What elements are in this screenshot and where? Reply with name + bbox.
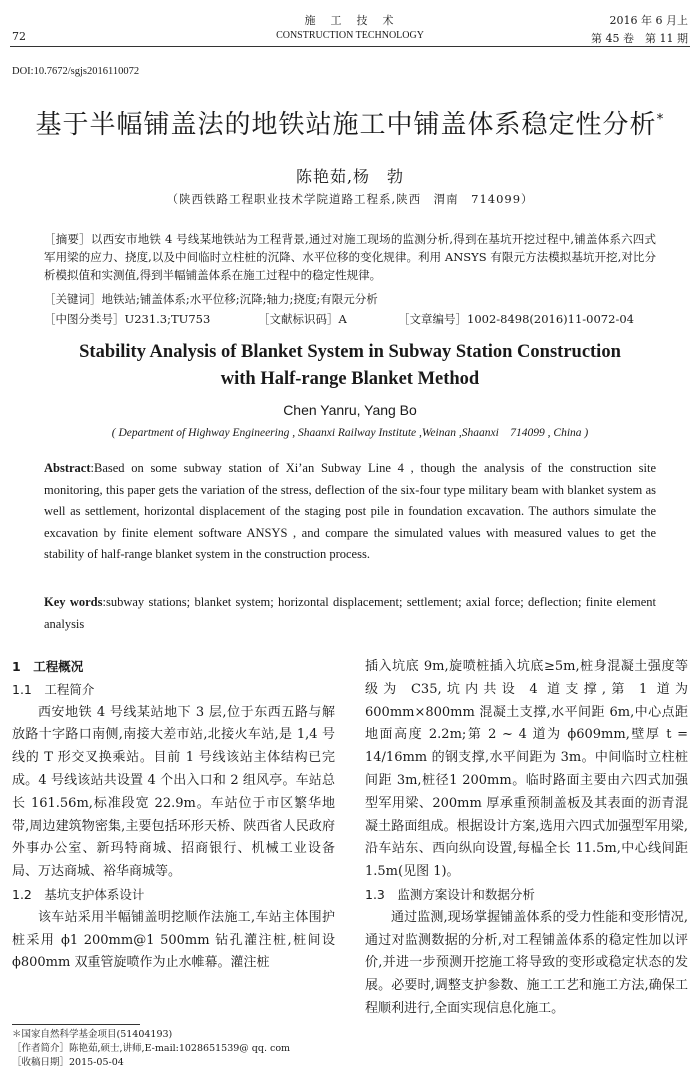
section-1-3-text: 通过监测,现场掌握铺盖体系的受力性能和变形情况,通过对监测数据的分析,对工程铺盖体系的稳定性加以评价,并进一步预测开挖施工将导致的变形或稳定状态的发展。必要时,调整支护参数、施工工艺和施工方法,确保工程顺利进行,全面实现信息化施工。 [365, 909, 688, 1016]
keywords-en: Key words:subway stations; blanket system; horizontal displacement; settlement; axial force; deflection; finite element analysis [44, 595, 656, 631]
fund-note: ＊国家自然科学基金项目(51404193) [12, 1029, 173, 1040]
affiliation-en: ( Department of Highway Engineering , Shaanxi Railway Institute ,Weinan ,Shaanxi 714099 , China ) [111, 427, 589, 439]
journal-name-en: CONSTRUCTION TECHNOLOGY [276, 30, 424, 41]
title-cn: 基于半幅铺盖法的地铁站施工中铺盖体系稳定性分析* [35, 110, 665, 140]
section-1-2-text: 该车站采用半幅铺盖明挖顺作法施工,车站主体围护桩采用 ϕ1 200mm@1 500mm 钻孔灌注桩,桩间设 ϕ800mm 双重管旋喷作为止水帷幕。灌注桩 [12, 909, 335, 971]
abstract-cn: ［摘要］以西安市地铁 4 号线某地铁站为工程背景,通过对施工现场的监测分析,得到在基坑开挖过程中,铺盖体系六四式军用梁的应力、挠度,以及中间临时立柱桩的沉降、水平位移的变化规律。利用 ANSYS 有限元方法模拟基坑开挖,对比分析模拟值和实测值,得到半幅铺盖体系在施工过程中的稳定性规律。 [44, 232, 657, 282]
issue-date: 2016 年 6 月上 [609, 14, 688, 27]
section-1-2-title: 1.2 基坑支护体系设计 [12, 886, 145, 902]
section-1-title: 1 工程概况 [12, 659, 84, 674]
doi: DOI:10.7672/sgjs2016110072 [12, 66, 140, 77]
affiliation-cn: （陕西铁路工程职业技术学院道路工程系,陕西 渭南 714099） [166, 192, 534, 206]
abstract-cn-label: ［摘要］ [44, 232, 91, 246]
abstract-en: Abstract:Based on some subway station of Xi’an Subway Line 4 , though the analysis of the construction site monitoring, this paper gets the variation of the stress, deflection of the six-four type military beam with blanket system as well as settlement, horizontal displacement of the staging post pile in foundation excavation. The authors simulate the excavation by finite element software ANSYS , and compare the simulated values with measured values to get the stability of half-range blanket system in the construction process. [44, 461, 656, 561]
clc-number: ［中图分类号］U231.3;TU753 [44, 312, 211, 326]
right-column [365, 656, 688, 1021]
right-column-text: 插入坑底 9m,旋喷桩插入坑底≥5m,桩身混凝土强度等级为 C35,坑内共设 4 道支撑,第 1 道为 600mm×800mm 混凝土支撑,水平间距 6m,中心点距地面高度 2.2m;第 2 ~ 4 道为 ϕ609mm,壁厚 t = 14/16mm 的钢支撑,水平间距为 3m。中间临时立柱桩间距 3m,桩径1 200mm。临时路面主要由六四式加强型军用梁、200mm 厚承重预制盖板及其表面的沥青混凝土路面组成。根据设计方案,选用六四式加强型军用梁,沿车站东、西向纵向设置,每榀全长 11.5m,中心线间距 1.5m(见图 1)。 [365, 659, 688, 880]
article-number: ［文章编号］1002-8498(2016)11-0072-04 [398, 312, 634, 326]
title-en: Stability Analysis of Blanket System in Subway Station Construction with Half-range Blanket Method [79, 342, 621, 389]
section-1-1-text: 西安地铁 4 号线某站地下 3 层,位于东西五路与解放路十字路口南侧,南接大差市站,北接火车站,是 1,4 号线的 T 形交叉换乘站。目前 1 号线该站主体结构已完成。4 号线该站共设置 4 个出入口和 2 组风亭。车站总长 161.56m,标准段宽 22.9m。车站位于市区繁华地带,周边建筑物密集,主要包括环形天桥、陕西省人民政府外事办公室、新玛特商城、招商银行、机械工业设备局、万达商城、裕华商城等。 [12, 704, 335, 880]
journal-name-cn: 施 工 技 术 [304, 14, 396, 27]
authors-en: Chen Yanru, Yang Bo [283, 402, 417, 418]
document-code: ［文献标识码］A [258, 312, 347, 326]
section-1-1-title: 1.1 工程简介 [12, 681, 95, 697]
keywords-cn: ［关键词］地铁站;铺盖体系;水平位移;沉降;轴力;挠度;有限元分析 [44, 292, 378, 306]
received-date: ［收稿日期］2015-05-04 [12, 1057, 124, 1068]
header-rule [10, 46, 690, 47]
footnote-rule [12, 1024, 140, 1025]
page-number: 72 [12, 30, 26, 43]
abstract-en-label: Abstract [44, 461, 91, 475]
volume-issue: 第 45 卷 第 11 期 [591, 32, 688, 45]
section-1-3-title: 1.3 监测方案设计和数据分析 [365, 886, 535, 902]
authors-cn: 陈艳茹,杨 勃 [295, 167, 405, 186]
author-note: ［作者简介］陈艳茹,硕士,讲师,E-mail:1028651539@ qq. com [12, 1043, 291, 1054]
footnotes [12, 1028, 290, 1070]
left-column [12, 656, 335, 975]
